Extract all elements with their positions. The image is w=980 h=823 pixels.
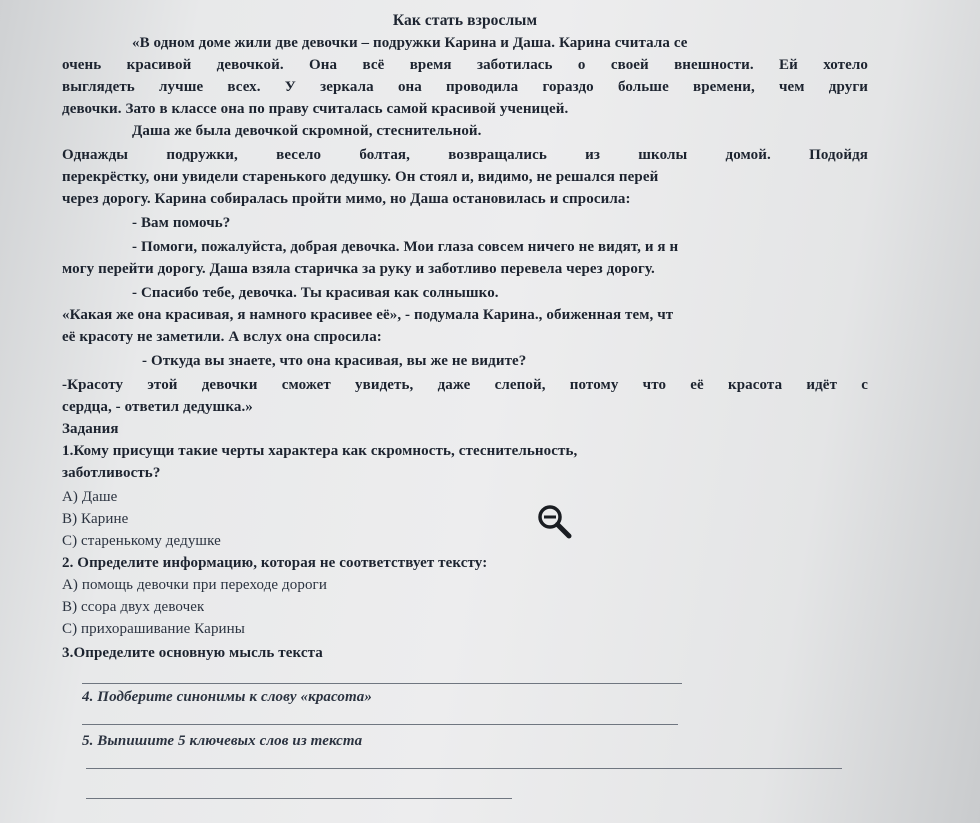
question-4: 4. Подберите синонимы к слову «красота» [82,689,372,705]
story-line: «В одном доме жили две девочки – подружки Карина и Даша. Карина считала се [132,35,688,51]
tasks-heading: Задания [62,421,119,437]
option-a: А) помощь девочки при переходе дороги [62,577,327,593]
answer-line [82,683,682,684]
option-b: В) ссора двух девочек [62,599,205,615]
option-c: С) прихорашивание Карины [62,621,245,637]
option-b: В) Карине [62,511,129,527]
dialogue-line: - Вам помочь? [132,215,231,231]
option-a: А) Даше [62,489,118,505]
story-line: очень красивой девочкой. Она всё время заботилась о своей внешности. Ей хотело [62,57,868,73]
story-line: «Какая же она красивая, я намного красивее её», - подумала Карина., обиженная тем, чт [62,307,674,323]
story-line: Даша же была девочкой скромной, стеснительной. [132,123,482,139]
answer-line [86,768,842,769]
dialogue-line: - Помоги, пожалуйста, добрая девочка. Мои глаза совсем ничего не видят, и я н [132,239,679,255]
question-1-cont: заботливость? [62,465,161,481]
story-line: девочки. Зато в классе она по праву считалась самой красивой ученицей. [62,101,569,117]
story-line: перекрёстку, они увидели старенького дедушку. Он стоял и, видимо, не решался перей [62,169,659,185]
dialogue-line: - Спасибо тебе, девочка. Ты красивая как солнышко. [132,285,499,301]
page-title: Как стать взрослым [392,12,538,29]
story-line: Однажды подружки, весело болтая, возвращались из школы домой. Подойдя [62,147,868,163]
dialogue-line: могу перейти дорогу. Даша взяла старичка за руку и заботливо перевела через дорогу. [62,261,655,277]
question-2: 2. Определите информацию, которая не соответствует тексту: [62,555,488,571]
answer-line [86,798,512,799]
question-5: 5. Выпишите 5 ключевых слов из текста [82,733,363,749]
story-line: через дорогу. Карина собиралась пройти мимо, но Даша остановилась и спросила: [62,191,631,207]
story-line: её красоту не заметили. А вслух она спросила: [62,329,382,345]
dialogue-line: сердца, - ответил дедушка.» [62,399,253,415]
story-line: выглядеть лучше всех. У зеркала она проводила гораздо больше времени, чем други [62,79,868,95]
question-3: 3.Определите основную мысль текста [62,645,323,661]
answer-line [82,724,678,725]
dialogue-line: -Красоту этой девочки сможет увидеть, даже слепой, потому что её красота идёт с [62,377,868,393]
dialogue-line: - Откуда вы знаете, что она красивая, вы же не видите? [142,353,527,369]
zoom-out-icon[interactable] [535,502,575,542]
worksheet-page [62,8,868,818]
question-1: 1.Кому присущи такие черты характера как скромность, стеснительность, [62,443,578,459]
option-c: С) старенькому дедушке [62,533,221,549]
